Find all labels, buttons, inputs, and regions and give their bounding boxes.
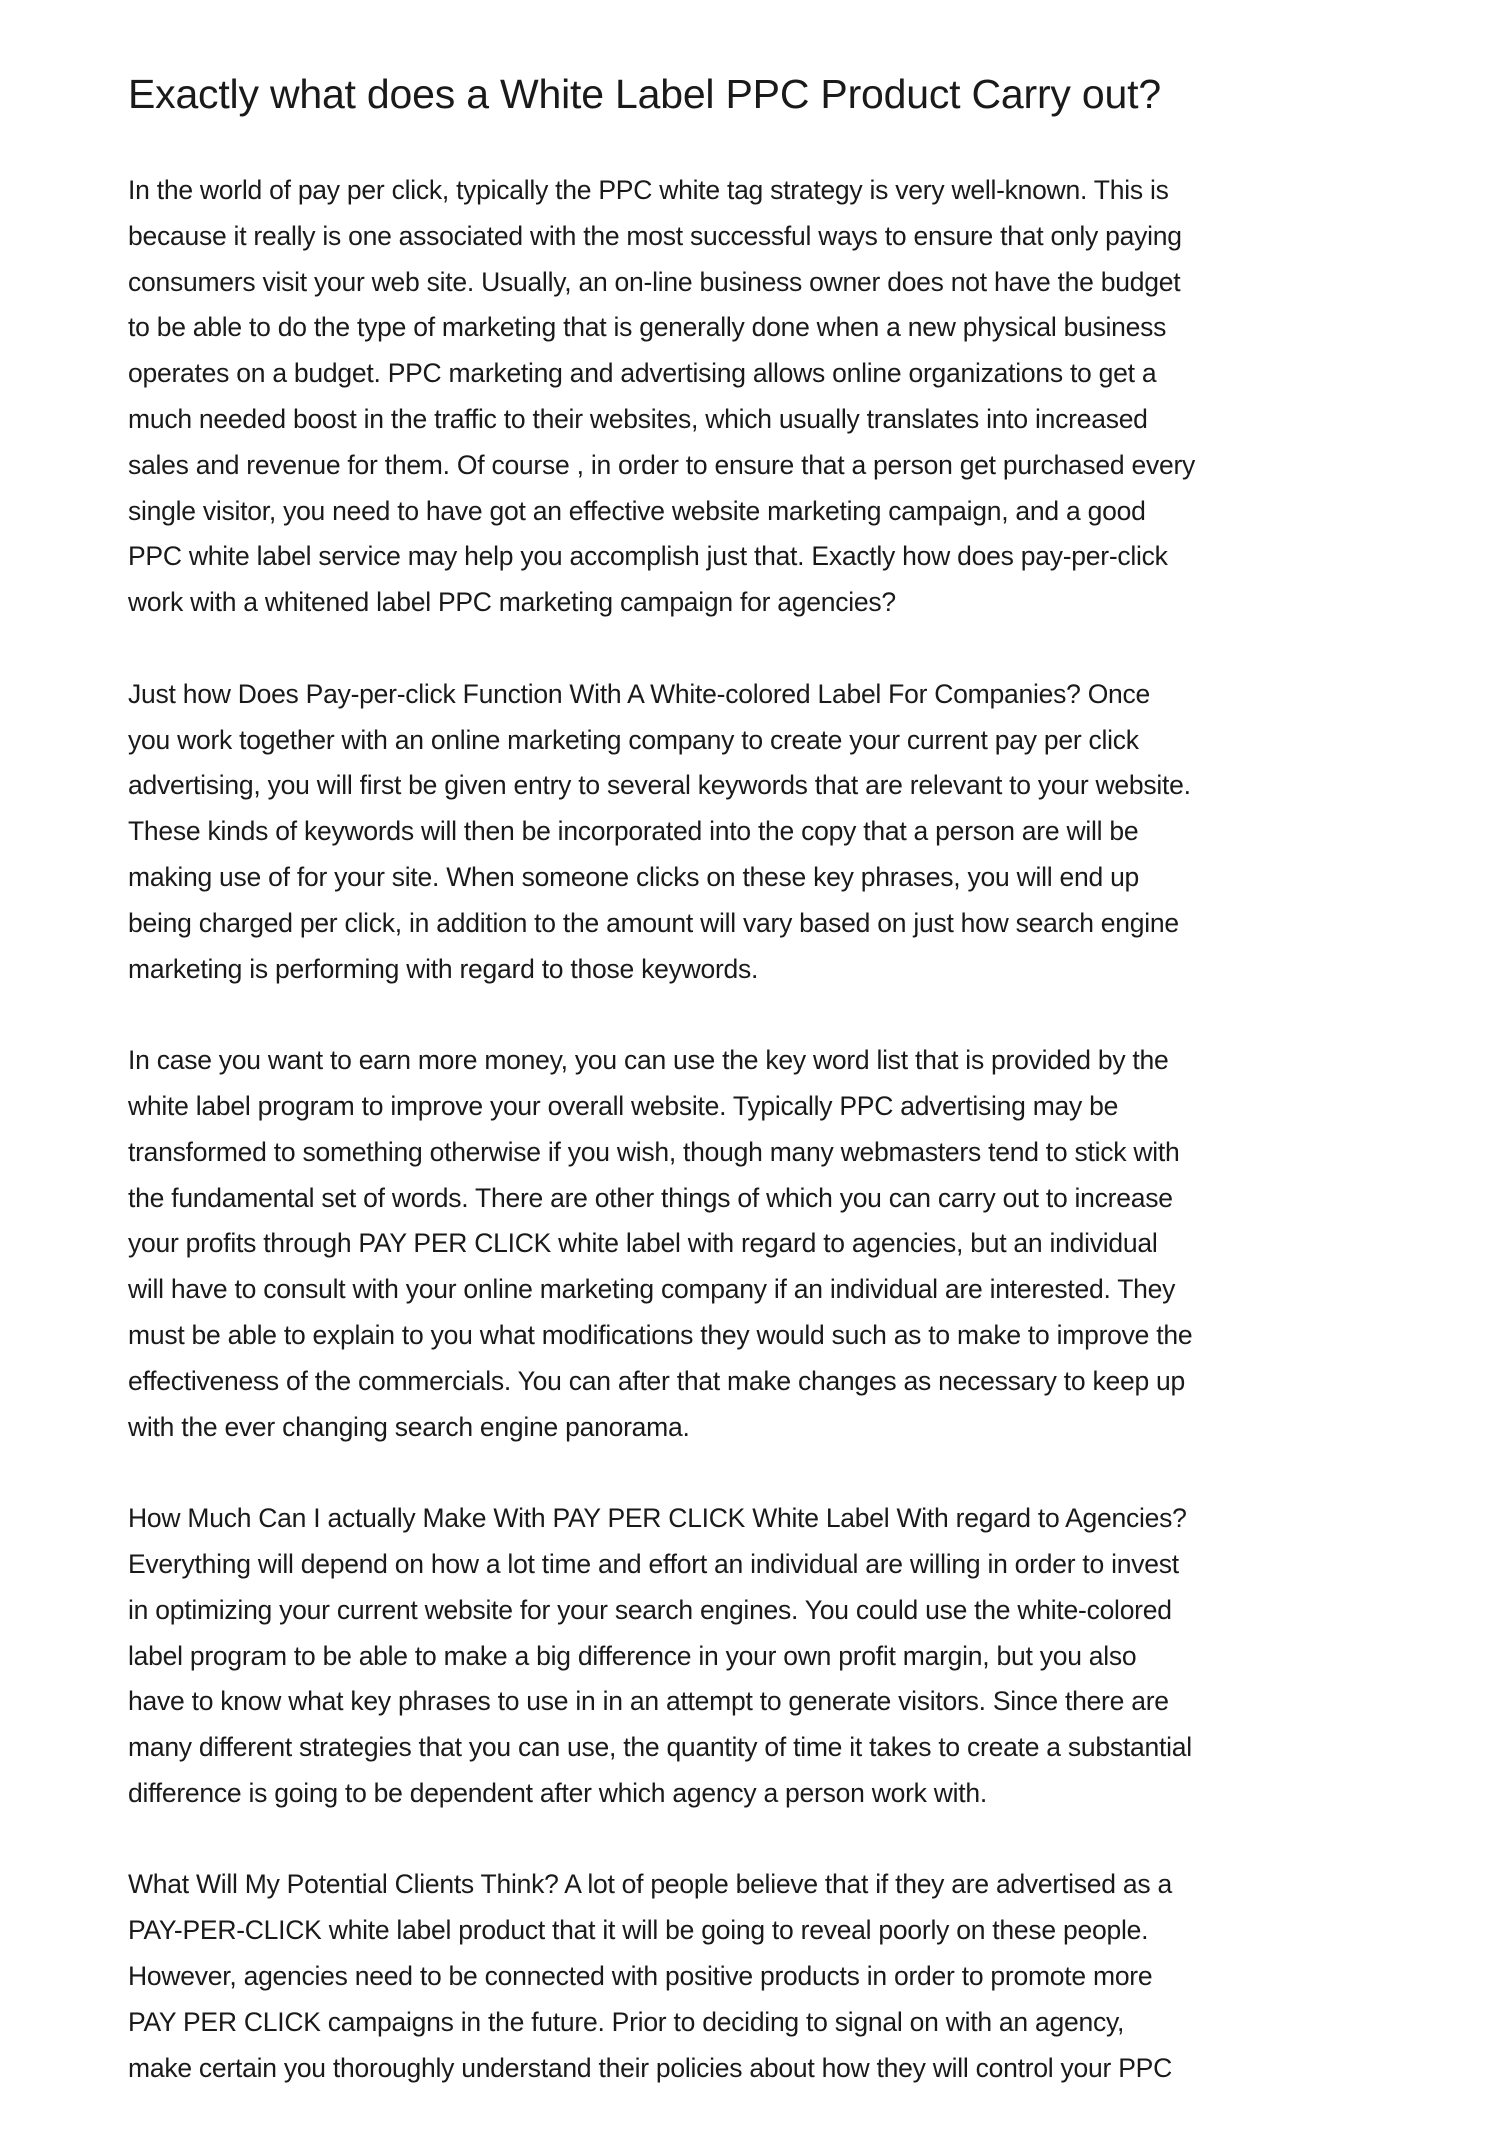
article-body [128, 168, 1418, 2137]
paragraph-line: in optimizing your current website for your search engines. You could use the white-colored [128, 1594, 1172, 1625]
paragraph-line: label program to be able to make a big difference in your own profit margin, but you also [128, 1640, 1137, 1671]
paragraph-line: However, agencies need to be connected with positive products in order to promote more [128, 1961, 1153, 1992]
paragraph-line: much needed boost in the traffic to their websites, which usually translates into increased [128, 403, 1148, 434]
paragraph-line: advertising, you will first be given entry to several keywords that are relevant to your website. [128, 770, 1191, 801]
paragraph-line: What Will My Potential Clients Think? A lot of people believe that if they are advertised as a [128, 1869, 1172, 1900]
paragraph-line: PPC white label service may help you accomplish just that. Exactly how does pay-per-click [128, 541, 1168, 572]
paragraph-line: making use of for your site. When someone clicks on these key phrases, you will end up [128, 861, 1140, 892]
paragraph-line: PAY-PER-CLICK white label product that it will be going to reveal poorly on these people. [128, 1915, 1149, 1946]
paragraph [128, 672, 1418, 993]
paragraph [128, 1496, 1418, 1817]
paragraph-line: must be able to explain to you what modifications they would such as to make to improve the [128, 1319, 1193, 1350]
paragraph-line: the fundamental set of words. There are other things of which you can carry out to increase [128, 1182, 1173, 1213]
paragraph-line: work with a whitened label PPC marketing campaign for agencies? [128, 587, 896, 618]
paragraph [128, 1862, 1418, 2091]
paragraph-line: In the world of pay per click, typically the PPC white tag strategy is very well-known. This is [128, 175, 1169, 205]
page-title: Exactly what does a White Label PPC Product Carry out? [128, 71, 1161, 117]
paragraph-line: many different strategies that you can use, the quantity of time it takes to create a substantial [128, 1732, 1192, 1763]
paragraph-line: marketing is performing with regard to those keywords. [128, 953, 759, 984]
paragraph-line: being charged per click, in addition to the amount will vary based on just how search engine [128, 907, 1179, 938]
paragraph-line: difference is going to be dependent after which agency a person work with. [128, 1777, 988, 1808]
paragraph-line: because it really is one associated with the most successful ways to ensure that only paying [128, 220, 1182, 251]
paragraph-line: your profits through PAY PER CLICK white label with regard to agencies, but an individual [128, 1228, 1158, 1259]
paragraph-line: In case you want to earn more money, you can use the key word list that is provided by the [128, 1045, 1169, 1076]
paragraph-line: Everything will depend on how a lot time and effort an individual are willing in order to invest [128, 1548, 1179, 1579]
paragraph [128, 168, 1418, 626]
paragraph-line: Just how Does Pay-per-click Function With A White-colored Label For Companies? Once [128, 678, 1151, 709]
paragraph-line: effectiveness of the commercials. You can after that make changes as necessary to keep up [128, 1365, 1186, 1396]
paragraph-line: consumers visit your web site. Usually, an on-line business owner does not have the budget [128, 266, 1181, 297]
paragraph-line: will have to consult with your online marketing company if an individual are interested. They [128, 1274, 1176, 1305]
paragraph-line: transformed to something otherwise if you wish, though many webmasters tend to stick with [128, 1136, 1180, 1167]
paragraph-line: to be able to do the type of marketing that is generally done when a new physical business [128, 312, 1167, 343]
paragraph-line: sales and revenue for them. Of course , in order to ensure that a person get purchased every [128, 449, 1196, 480]
paragraph-line: you work together with an online marketing company to create your current pay per click [128, 724, 1139, 755]
paragraph-line: white label program to improve your overall website. Typically PPC advertising may be [128, 1090, 1119, 1121]
paragraph-line: How Much Can I actually Make With PAY PER CLICK White Label With regard to Agencies? [128, 1503, 1187, 1534]
paragraph-line: make certain you thoroughly understand their policies about how they will control your PPC [128, 2052, 1172, 2083]
paragraph-line: have to know what key phrases to use in in an attempt to generate visitors. Since there are [128, 1686, 1169, 1717]
paragraph-line: operates on a budget. PPC marketing and advertising allows online organizations to get a [128, 358, 1157, 389]
paragraph-line: single visitor, you need to have got an effective website marketing campaign, and a good [128, 495, 1146, 526]
paragraph-line: with the ever changing search engine panorama. [128, 1411, 690, 1442]
paragraph-line: These kinds of keywords will then be incorporated into the copy that a person are will be [128, 816, 1139, 847]
paragraph-line: PAY PER CLICK campaigns in the future. Prior to deciding to signal on with an agency, [128, 2006, 1125, 2037]
paragraph [128, 1038, 1418, 1450]
